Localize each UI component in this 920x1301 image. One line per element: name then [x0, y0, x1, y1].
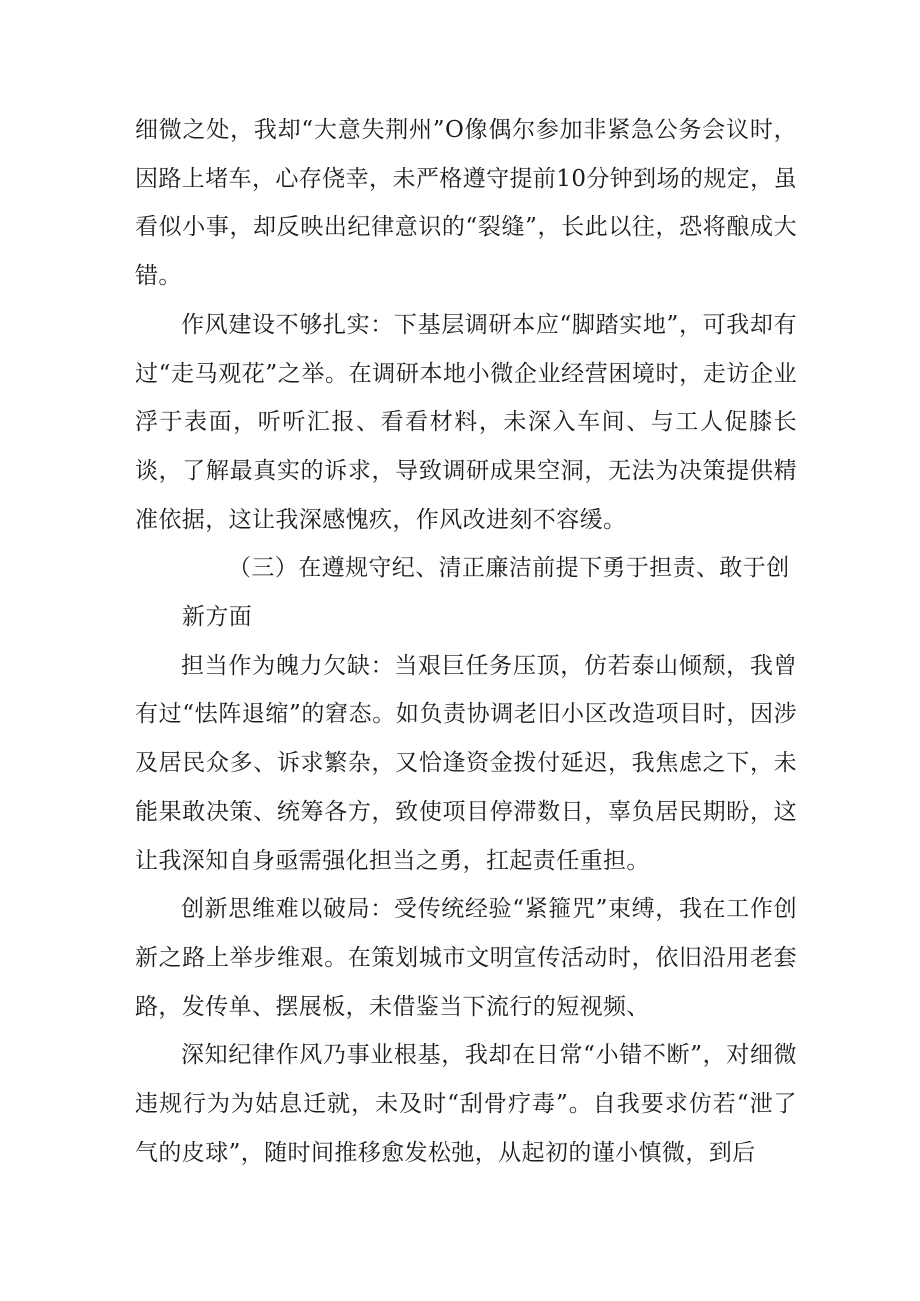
paragraph-discipline: 深知纪律作风乃事业根基，我却在日常“小错不断”，对细微违规行为为姑息迁就，未及时“刮骨疗毒”。自我要求仿若“泄了气的皮球”，随时间推移愈发松弛，从起初的谨小慎微，到后: [135, 1042, 797, 1166]
paragraph-continuation: 细微之处，我却“大意失荆州”O像偶尔参加非紧急公务会议时，因路上堵车，心存侥幸，未严格遵守提前10分钟到场的规定，虽看似小事，却反映出纪律意识的“裂缝”，长此以往，恐将酿成大错。: [135, 117, 797, 290]
paragraph-innovation: 创新思维难以破局：受传统经验“紧箍咒”束缚，我在工作创新之路上举步维艰。在策划城市文明宣传活动时，依旧沿用老套路，发传单、摆展板，未借鉴当下流行的短视频、: [135, 896, 797, 1020]
paragraph-responsibility: 担当作为魄力欠缺：当艰巨任务压顶，仿若泰山倾颓，我曾有过“怯阵退缩”的窘态。如负责协调老旧小区改造项目时，因涉及居民众多、诉求繁杂，又恰逢资金拨付延迟，我焦虑之下，未能果敢决策、统筹各方，致使项目停滞数日，辜负居民期盼，这让我深知自身亟需强化担当之勇，扛起责任重担。: [135, 652, 797, 874]
document-body: [135, 106, 797, 1177]
paragraph-work-style: 作风建设不够扎实：下基层调研本应“脚踏实地”，可我却有过“走马观花”之举。在调研本地小微企业经营困境时，走访企业浮于表面，听听汇报、看看材料，未深入车间、与工人促膝长谈，了解最真实的诉求，导致调研成果空洞，无法为决策提供精准依据，这让我深感愧疚，作风改进刻不容缓。: [135, 311, 797, 533]
section-heading-three: （三）在遵规守纪、清正廉洁前提下勇于担责、敢于创新方面: [182, 555, 790, 631]
